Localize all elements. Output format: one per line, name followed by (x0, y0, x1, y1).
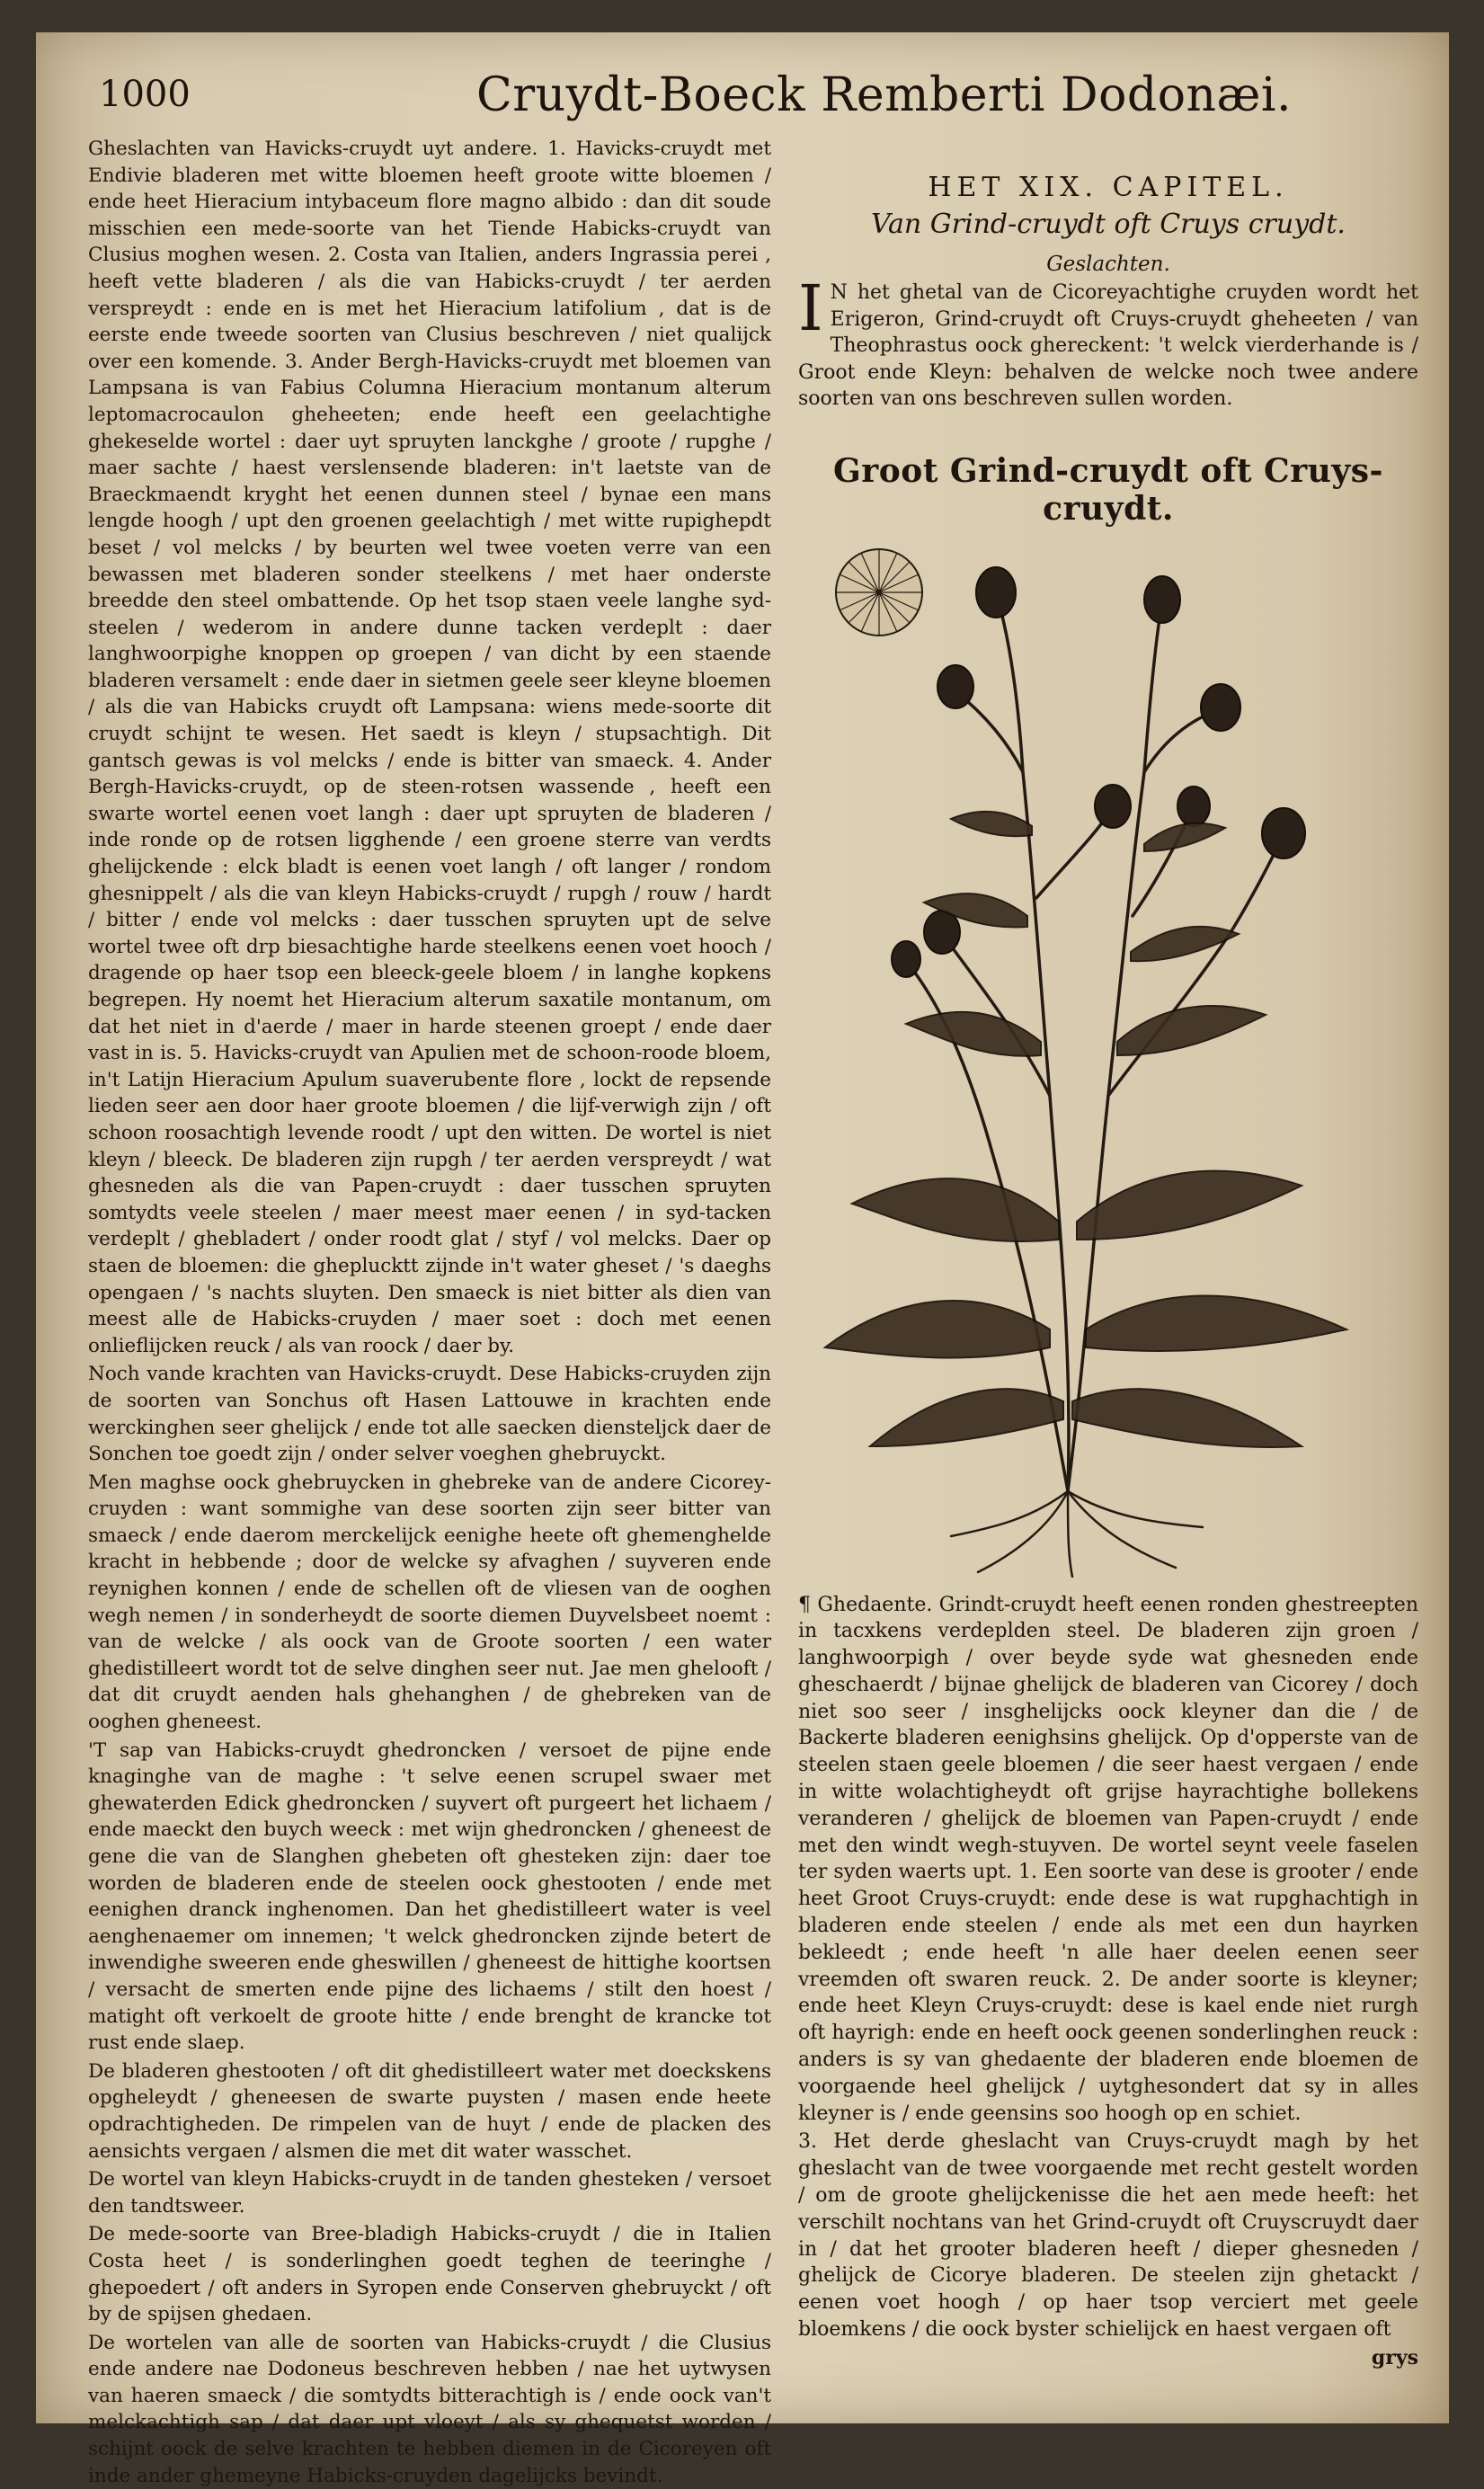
description-section (798, 1592, 1418, 2372)
book-page (36, 32, 1449, 2487)
catchword: grys (1371, 2345, 1418, 2369)
right-text-column (798, 136, 1418, 2401)
chapter-subtitle: Van Grind-cruydt oft Cruys cruydt. (871, 209, 1346, 240)
left-text-column (88, 136, 771, 2487)
paragraph: Men maghse oock ghebruycken in ghebreke van de andere Cicorey-cruyden : want sommighe van dese soorten zijn seer bitter van smaeck / ende daerom merckelijck eenighe heete oft ghemenghelde kracht in hebbende ; door de welcke sy afvaghen / suyveren ende reynighen konnen / ende de schellen oft de vliesen van de ooghen wegh nemen / in sonderheydt de soorte diemen Duyvelsbeet noemt : van de welcke / als oock van de Groote soorten / een water ghedistilleert wordt tot de selve dinghen seer nut. Jae men ghelooft / dat dit cruydt aenden hals ghehanghen / de ghebreken van de ooghen gheneest. (88, 1471, 771, 1734)
paragraph: De wortelen van alle de soorten van Habicks-cruydt / die Clusius ende andere nae Dodoneus beschreven hebben / nae het uytwysen van haeren smaeck / die somtydts bitterachtigh is / ende oock van't melckachtigh sap / dat daer upt vloeyt / als sy ghequetst worden / schijnt oock de selve krachten te hebben diemen in de Cicoreyen oft inde ander ghemeyne Habicks-cruyden dagelijcks bevindt. (88, 2331, 771, 2487)
section-heading: Geslachten. (1046, 253, 1170, 276)
paragraph: Noch vande krachten van Havicks-cruydt. Dese Habicks-cruyden zijn de soorten van Sonchus oft Hasen Lattouwe in krachten ende werckinghen seer ghelijck / ende tot alle saecken diensteljck daer de Sonchen toe goedt zijn / onder selver voeghen ghebruyckt. (88, 1363, 771, 1466)
page-number: 1000 (99, 74, 191, 115)
plant-illustration-svg (798, 538, 1418, 1581)
paragraph: Gheslachten van Havicks-cruydt uyt andere. 1. Havicks-cruydt met Endivie bladeren met witte bloemen heeft groote witte bloemen / ende heet Hieracium intybaceum flore magno albido : dan dit soude misschien een mede-soorte van het Tiende Habicks-cruydt van Clusius moghen wesen. 2. Costa van Italien, anders Ingrassia perei , heeft vette bladeren / als die van Habicks-cruydt / ter aerden verspreydt : ende en is met het Hieracium latifolium , dat is de eerste ende tweede soorten van Clusius beschreven / niet qualijck over een komende. 3. Ander Bergh-Havicks-cruydt met bloemen van Lampsana is van Fabius Columna Hieracium montanum alterum leptomacrocaulon gheheeten; ende heeft een geelachtighe ghekeselde wortel : daer uyt spruyten lanckghe / groote / rupghe / maer sachte / haest verslensende bladeren: in't laetste van de Braeckmaendt kryght het eenen dunnen steel / bynae een mans lengde hoogh / upt den groenen geelachtigh / met witte rupighepdt beset / vol melcks / by beurten wel twee voeten verre van een bewassen met bladeren sonder steelkens / met haer onderste breedde den steel ombattende. Op het tsop staen veele langhe syd-steelen / wederom in andere dunne tacken verdeplt : daer langhwoorpighe knoppen op groepen / van dicht by een staende bladeren versamelt : ende daer in sietmen geele seer kleyne bloemen / als die van Habicks cruydt oft Lampsana: wiens mede-soorte dit cruydt schijnt te wesen. Het saedt is kleyn / stupsachtigh. Dit gantsch gewas is vol melcks / ende is bitter van smaeck. 4. Ander Bergh-Havicks-cruydt, op de steen-rotsen wassende , heeft een swarte wortel eenen voet langh : daer upt spruyten de bladeren / inde ronde op de rotsen ligghende / een groene sterre van verdts ghelijckende : elck bladt is eenen voet langh / oft langer / rondom ghesnippelt / als die van kleyn Habicks-cruydt / rupgh / rouw / hardt / bitter / ende vol melcks : daer tusschen spruyten upt de selve wortel twee oft drp biesachtighe harde steelkens eenen voet hooch / dragende op haer tsop een bleeck-geele bloem / in langhe kopkens begrepen. Hy noemt het Hieracium alterum saxatile montanum, om dat het niet in d'aerde / maer in harde steenen groept / ende daer vast in is. 5. Havicks-cruydt van Apulien met de schoon-roode bloem, in't Latijn Hieracium Apulum suaverubente flore , lockt de repsende lieden seer aen door haer groote bloemen / die lijf-verwigh zijn / oft schoon roosachtigh levende roodt / upt den witten. De wortel is niet kleyn / bleeck. De bladeren zijn rupgh / ter aerden verspreydt / wat ghesneden als die van Papen-cruydt : daer tusschen spruyten somtydts veele steelen / maer meest maer eenen / in syd-tacken verdeplt / ghebladert / onder roodt glat / styf / vol melcks. Daer op staen de bloemen: die gheplucktt zijnde in't water gheset / 's daeghs opengaen / 's nachts sluyten. Den smaeck is niet bitter als dien van meest alle de Habicks-cruyden / maer soet : doch met eenen onlieflijcken reuck / als van roock / daer by. (88, 138, 771, 1357)
paragraph: 'T sap van Habicks-cruydt ghedroncken / versoet de pijne ende knaginghe van de maghe : 't selve eenen scrupel swaer met ghewaterden Edick ghedroncken / suyvert oft purgeert het lichaem / ende maeckt den buych weeck : met wijn ghedroncken / gheneest de gene die van de Slanghen ghebeten oft ghesteken zijn: daer toe worden de bladeren ende de steelen oock ghestooten / ende met eenighen dranck inghenomen. Dan het ghedistilleert water is veel aenghenaemer om innemen; 't welck ghedroncken zijnde betert de inwendighe sweeren ende gheswillen / gheneest de hittighe koortsen / versacht de smerten ende pijne des lichaems / stilt den hoest / matight oft verkoelt de groote hitte / ende brenght de krancke tot rust ende slaep. (88, 1738, 771, 2055)
paragraph: De bladeren ghestooten / oft dit ghedistilleert water met doeckskens opgheleydt / gheneesen de swarte puysten / masen ende heete opdrachtigheden. De rimpelen van de huyt / ende de placken des aensichts vergaen / alsmen die met dit water wasschet. (88, 2059, 771, 2163)
running-title: Cruydt-Boeck Remberti Dodonæi. (476, 68, 1293, 122)
paragraph: De mede-soorte van Bree-bladigh Habicks-cruydt / die in Italien Costa heet / is sonderlinghen goedt teghen de teeringhe / ghepoedert / oft anders in Syropen ende Conserven ghebruyckt / oft by de spijsen ghedaen. (88, 2223, 771, 2326)
drop-cap: I (798, 271, 823, 345)
chapter-title: HET XIX. CAPITEL. (928, 172, 1289, 203)
paragraph: ¶ Ghedaente. Grindt-cruydt heeft eenen ronden ghestreepten in tacxkens verdeplden steel. De bladeren zijn groen / langhwoorpigh / over beyde syde wat ghesneden ende gheschaerdt / bijnae ghelijck de bladeren van Cicorey / doch niet soo seer / insghelijcks oock kleyner dan die / de Backerte bladeren eenighsins ghelijck. Op d'opperste van de steelen staen geele bloemen / die seer haest vergaen / ende in witte wolachtigheydt oft grijse hayrachtighe bollekens veranderen / ghelijck de bloemen van Papen-cruydt / ende met den windt wegh-stuyven. De wortel seynt veele faselen ter syden waerts upt. 1. Een soorte van dese is grooter / ende heet Groot Cruys-cruydt: ende dese is wat rupghachtigh in bladeren ende steelen / ende als met een dun hayrken bekleedt ; ende heeft 'n alle haer deelen eenen seer vreemden oft swaren reuck. 2. De ander soorte is kleyner; ende heet Kleyn Cruys-cruydt: dese is kael ende niet rurgh oft hayrigh: ende en heeft oock geenen sonderlinghen reuck : anders is sy van ghedaente der bladeren ende bloemen de voorgaende heel ghelijck / uytghesondert dat sy in alles kleyner is / ende geensins soo hoogh op en schiet. (798, 1593, 1419, 2125)
page-header (99, 68, 1402, 131)
figure-caption: Groot Grind-cruydt oft Cruys-cruydt. (833, 451, 1383, 528)
paragraph: 3. Het derde gheslacht van Cruys-cruydt magh by het gheslacht van de twee voorgaende met recht gestelt worden / om de groote ghelijckenisse die het aen mede heeft: het verschilt nochtans van het Grind-cruydt oft Cruyscruydt daer in / dat het grooter bladeren heeft / dieper ghesneden / ghelijck de Cicorye bladeren. De steelen zijn ghetackt / eenen voet hoogh / op haer tsop verciert met geele bloemkens / die oock byster schielijck en haest vergaen oft (798, 2130, 1418, 2342)
paragraph: De wortel van kleyn Habicks-cruydt in de tanden ghesteken / versoet den tandtsweer. (88, 2168, 771, 2218)
intro-text: N het ghetal van de Cicoreyachtighe cruyden wordt het Erigeron, Grind-cruydt oft Cruys-cruydt gheheeten / van Theophrastus oock ghereckent: 't welck vierderhande is / Groot ende Kleyn: behalven de welcke noch twee andere soorten van ons beschreven sullen worden. (798, 281, 1418, 410)
chapter-intro (798, 271, 1418, 413)
plant-woodcut-illustration (798, 538, 1418, 1581)
